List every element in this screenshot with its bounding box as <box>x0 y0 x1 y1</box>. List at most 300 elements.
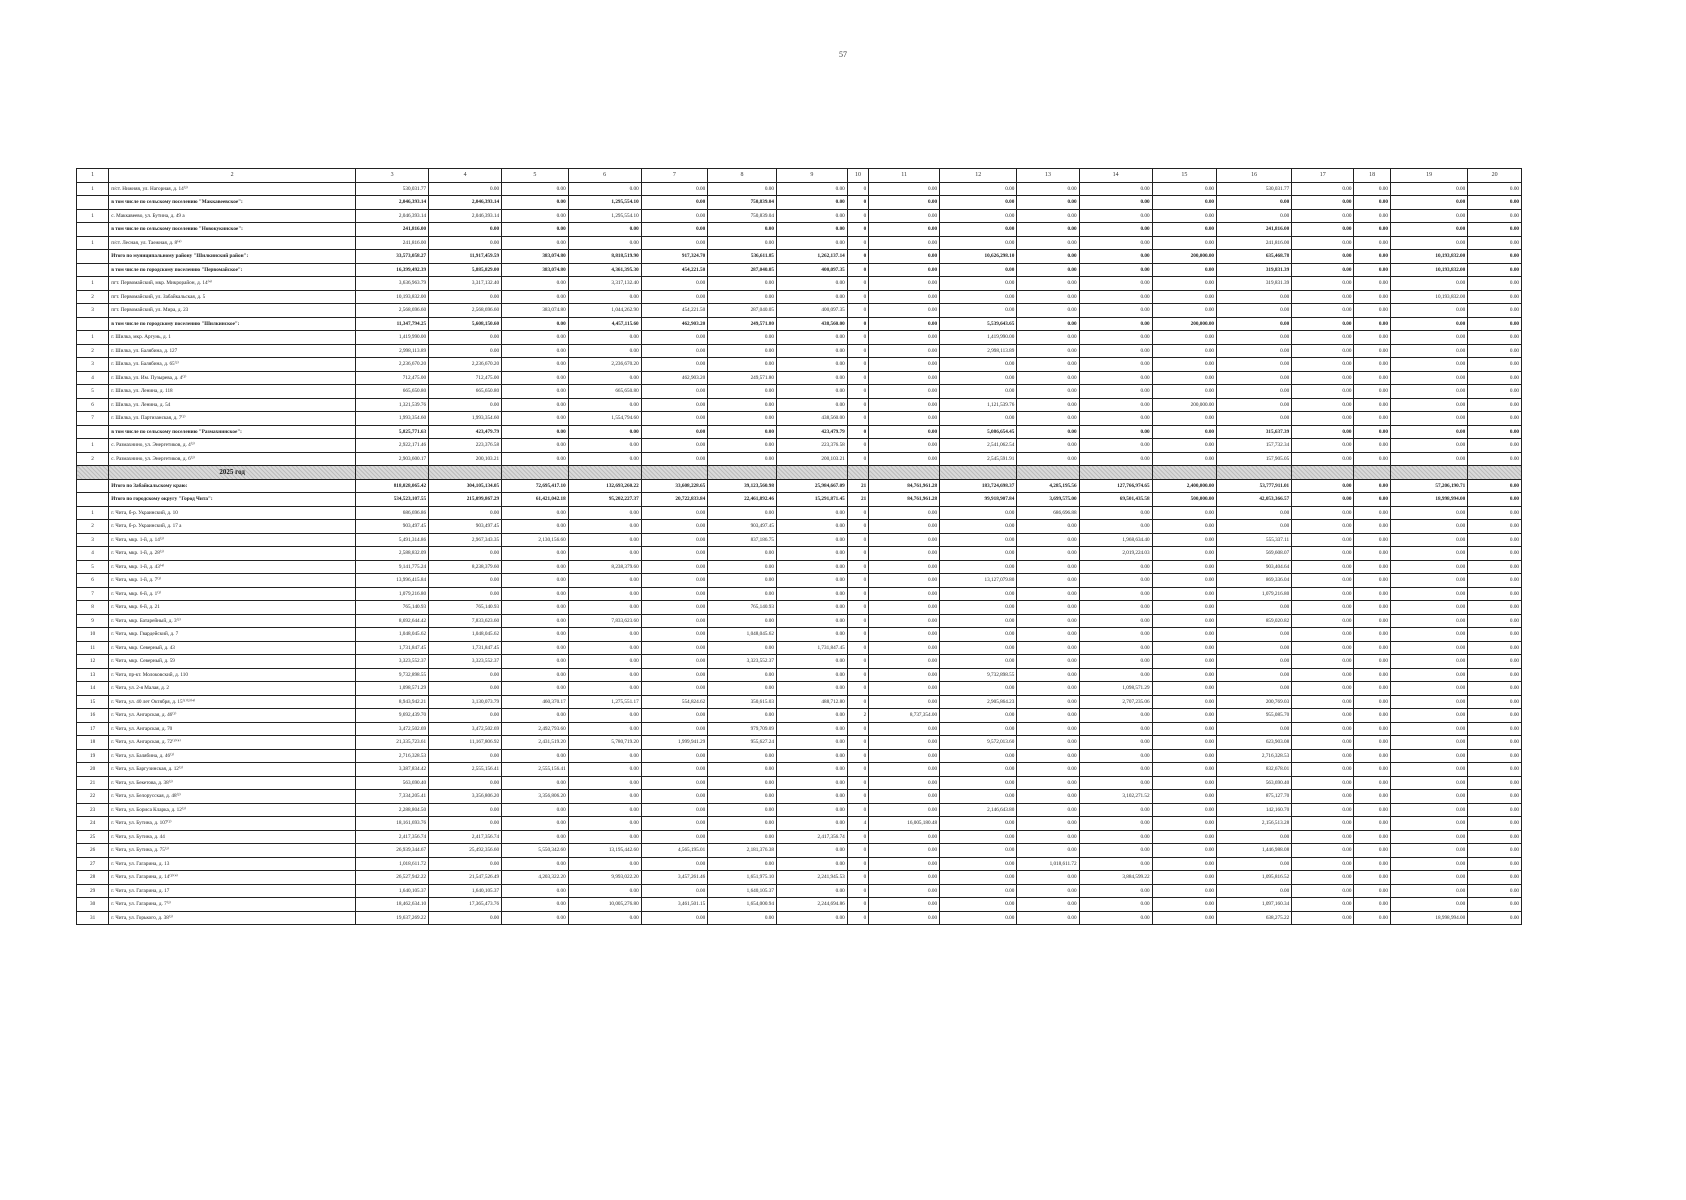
amount-cell: 0.00 <box>776 344 847 358</box>
column-number-19: 19 <box>1390 169 1467 183</box>
amount-cell: 0.00 <box>708 182 777 196</box>
amount-cell: 315,637.39 <box>1217 425 1292 439</box>
amount-cell: 0.00 <box>502 614 569 628</box>
amount-cell: 0.00 <box>708 344 777 358</box>
amount-cell: 2,046,393.14 <box>429 196 502 210</box>
amount-cell: 0.00 <box>1354 668 1391 682</box>
amount-cell: 0.00 <box>869 628 940 642</box>
table-row <box>77 182 1522 196</box>
amount-cell: 200,103.21 <box>429 452 502 466</box>
amount-cell: 0.00 <box>1354 695 1391 709</box>
amount-cell: 0.00 <box>1017 817 1079 831</box>
amount-cell: 0.00 <box>708 547 777 561</box>
amount-cell: 0.00 <box>1390 587 1467 601</box>
address-cell: г. Чита, мкр. 1-й, д. 7⁽²⁾ <box>109 574 356 588</box>
column-number-9: 9 <box>776 169 847 183</box>
amount-cell: 0.00 <box>1217 628 1292 642</box>
amount-cell: 0.00 <box>1292 263 1354 277</box>
amount-cell: 0.00 <box>1390 358 1467 372</box>
amount-cell: 0.00 <box>502 182 569 196</box>
amount-cell: 0.00 <box>1217 304 1292 318</box>
column-number-4: 4 <box>429 169 502 183</box>
amount-cell: 3,323,552.37 <box>429 655 502 669</box>
row-number-cell: 1 <box>77 506 109 520</box>
amount-cell: 750,839.04 <box>708 196 777 210</box>
row-number-cell: 30 <box>77 898 109 912</box>
address-cell: с. Маккавеево, ул. Бутина, д. 49 а <box>109 209 356 223</box>
address-cell: г. Чита, мкр. Гвардейский, д. 7 <box>109 628 356 642</box>
amount-cell: 223,376.58 <box>429 439 502 453</box>
amount-cell: 0.00 <box>1017 668 1079 682</box>
amount-cell: 0.00 <box>1292 250 1354 264</box>
amount-cell: 0.00 <box>502 641 569 655</box>
amount-cell: 0.00 <box>1152 182 1216 196</box>
amount-cell: 0.00 <box>1390 790 1467 804</box>
amount-cell: 0 <box>847 371 868 385</box>
address-cell: г. Чита, мкр. 1-й, д. 14⁽²⁾ <box>109 533 356 547</box>
amount-cell: 0.00 <box>1468 749 1522 763</box>
amount-cell: 0.00 <box>940 682 1017 696</box>
amount-cell: 0.00 <box>869 439 940 453</box>
address-cell: г. Чита, мкр. Северный, д. 59 <box>109 655 356 669</box>
amount-cell: 69,501,435.58 <box>1079 493 1152 507</box>
amount-cell: 0.00 <box>568 398 641 412</box>
amount-cell: 0.00 <box>1017 587 1079 601</box>
amount-cell: 0.00 <box>940 223 1017 237</box>
amount-cell: 0.00 <box>1079 736 1152 750</box>
amount-cell: 0.00 <box>502 371 569 385</box>
table-row <box>77 331 1522 345</box>
amount-cell: 0.00 <box>1017 263 1079 277</box>
amount-cell: 0.00 <box>776 236 847 250</box>
amount-cell: 0.00 <box>429 803 502 817</box>
amount-cell: 0.00 <box>1017 695 1079 709</box>
row-number-cell: 31 <box>77 911 109 925</box>
amount-cell: 3,323,552.37 <box>708 655 777 669</box>
address-cell: г. Чита, ул. 2-я Малая, д. 2 <box>109 682 356 696</box>
amount-cell: 569,608.07 <box>1217 547 1292 561</box>
row-number-cell: 7 <box>77 412 109 426</box>
amount-cell: 0 <box>847 533 868 547</box>
amount-cell: 869,336.04 <box>1217 574 1292 588</box>
amount-cell: 0.00 <box>869 277 940 291</box>
amount-cell: 0.00 <box>1292 560 1354 574</box>
address-cell: в том числе по сельскому поселению "Размахнинское": <box>109 425 356 439</box>
amount-cell: 0.00 <box>429 749 502 763</box>
address-cell: в том числе по сельскому поселению "Маккавеевское": <box>109 196 356 210</box>
amount-cell: 0.00 <box>708 506 777 520</box>
amount-cell: 200,769.03 <box>1217 695 1292 709</box>
amount-cell: 0.00 <box>1354 533 1391 547</box>
amount-cell: 0 <box>847 682 868 696</box>
amount-cell: 0.00 <box>1152 263 1216 277</box>
amount-cell: 623,903.08 <box>1217 736 1292 750</box>
amount-cell: 2,541,062.54 <box>940 439 1017 453</box>
amount-cell: 0.00 <box>502 196 569 210</box>
amount-cell: 8,692,644.42 <box>356 614 429 628</box>
amount-cell: 0.00 <box>1017 533 1079 547</box>
amount-cell: 2,903,600.17 <box>356 452 429 466</box>
amount-cell: 0.00 <box>869 506 940 520</box>
amount-cell: 0.00 <box>940 371 1017 385</box>
amount-cell: 0.00 <box>708 398 777 412</box>
amount-cell: 0 <box>847 209 868 223</box>
amount-cell: 0.00 <box>940 277 1017 291</box>
amount-cell: 0.00 <box>502 560 569 574</box>
address-cell: г. Чита, ул. Гагарина, д. 7⁽²⁾ <box>109 898 356 912</box>
amount-cell: 0.00 <box>429 587 502 601</box>
table-row <box>77 614 1522 628</box>
amount-cell: 0.00 <box>1217 520 1292 534</box>
amount-cell: 0.00 <box>1354 209 1391 223</box>
amount-cell: 0.00 <box>1468 182 1522 196</box>
amount-cell: 0.00 <box>776 884 847 898</box>
amount-cell: 0.00 <box>1354 614 1391 628</box>
amount-cell: 0.00 <box>1468 277 1522 291</box>
row-number-cell: 7 <box>77 587 109 601</box>
amount-cell: 0.00 <box>1292 763 1354 777</box>
amount-cell: 0.00 <box>641 236 708 250</box>
amount-cell: 0.00 <box>1390 439 1467 453</box>
amount-cell: 1,095,816.52 <box>1217 871 1292 885</box>
amount-cell: 0.00 <box>502 209 569 223</box>
subtotal-row <box>77 317 1522 331</box>
amount-cell: 0.00 <box>940 236 1017 250</box>
amount-cell: 2,555,156.41 <box>429 763 502 777</box>
amount-cell: 0.00 <box>1292 385 1354 399</box>
row-number-cell <box>77 263 109 277</box>
amount-cell: 0.00 <box>502 911 569 925</box>
amount-cell: 859,020.82 <box>1217 614 1292 628</box>
amount-cell: 0.00 <box>1390 560 1467 574</box>
address-cell: г. Чита, ул. Ангарская, д. 70 <box>109 722 356 736</box>
address-cell: п/ст. Нижняя, ул. Нагорная, д. 14⁽²⁾ <box>109 182 356 196</box>
row-number-cell: 15 <box>77 695 109 709</box>
amount-cell: 0.00 <box>568 223 641 237</box>
amount-cell: 0.00 <box>940 385 1017 399</box>
table-row <box>77 601 1522 615</box>
amount-cell: 0.00 <box>502 344 569 358</box>
amount-cell: 0.00 <box>1292 520 1354 534</box>
table-row <box>77 668 1522 682</box>
amount-cell: 0.00 <box>1152 277 1216 291</box>
amount-cell: 712,475.00 <box>356 371 429 385</box>
amount-cell: 0.00 <box>708 587 777 601</box>
amount-cell: 0.00 <box>869 398 940 412</box>
amount-cell: 0.00 <box>1017 425 1079 439</box>
amount-cell: 0.00 <box>869 182 940 196</box>
amount-cell: 0.00 <box>940 722 1017 736</box>
amount-cell: 0.00 <box>776 290 847 304</box>
amount-cell: 0.00 <box>1390 709 1467 723</box>
amount-cell: 0 <box>847 911 868 925</box>
amount-cell: 536,611.85 <box>708 250 777 264</box>
amount-cell: 0.00 <box>1390 695 1467 709</box>
amount-cell: 0 <box>847 263 868 277</box>
amount-cell: 0.00 <box>1079 803 1152 817</box>
amount-cell: 0.00 <box>708 817 777 831</box>
amount-cell: 0.00 <box>1292 479 1354 493</box>
amount-cell: 665,650.80 <box>429 385 502 399</box>
amount-cell <box>1079 466 1152 480</box>
amount-cell: 0.00 <box>708 803 777 817</box>
amount-cell: 0.00 <box>1390 452 1467 466</box>
table-row <box>77 709 1522 723</box>
amount-cell: 0.00 <box>940 520 1017 534</box>
column-number-8: 8 <box>708 169 777 183</box>
amount-cell: 0.00 <box>1292 682 1354 696</box>
amount-cell: 0.00 <box>1468 479 1522 493</box>
amount-cell: 0.00 <box>1468 628 1522 642</box>
amount-cell: 2,046,393.14 <box>356 196 429 210</box>
amount-cell: 0.00 <box>776 709 847 723</box>
amount-cell: 1,018,611.72 <box>356 857 429 871</box>
amount-cell: 13,127,079.80 <box>940 574 1017 588</box>
amount-cell: 0.00 <box>940 817 1017 831</box>
amount-cell: 0.00 <box>940 601 1017 615</box>
amount-cell: 2,417,356.74 <box>356 830 429 844</box>
table-row <box>77 506 1522 520</box>
amount-cell: 0.00 <box>1292 898 1354 912</box>
amount-cell: 0.00 <box>641 884 708 898</box>
amount-cell: 0.00 <box>1354 547 1391 561</box>
amount-cell: 0.00 <box>641 223 708 237</box>
amount-cell: 0.00 <box>1468 763 1522 777</box>
amount-cell: 0.00 <box>1079 196 1152 210</box>
amount-cell: 1,018,611.72 <box>1017 857 1079 871</box>
address-cell: г. Шилка, ул. Балябина, д. 127 <box>109 344 356 358</box>
amount-cell: 0.00 <box>568 709 641 723</box>
amount-cell: 0.00 <box>1017 439 1079 453</box>
amount-cell: 0.00 <box>1390 317 1467 331</box>
amount-cell: 10,193,832.00 <box>1390 263 1467 277</box>
amount-cell: 0.00 <box>429 682 502 696</box>
amount-cell: 20,722,833.84 <box>641 493 708 507</box>
amount-cell: 0.00 <box>708 830 777 844</box>
amount-cell: 7,334,205.41 <box>356 790 429 804</box>
amount-cell: 0.00 <box>568 452 641 466</box>
amount-cell: 0.00 <box>1354 506 1391 520</box>
amount-cell: 0.00 <box>1354 317 1391 331</box>
amount-cell: 0.00 <box>1292 533 1354 547</box>
amount-cell: 0.00 <box>641 560 708 574</box>
amount-cell: 0.00 <box>568 628 641 642</box>
amount-cell: 0.00 <box>940 263 1017 277</box>
row-number-cell <box>77 493 109 507</box>
amount-cell: 0 <box>847 776 868 790</box>
amount-cell: 0.00 <box>776 587 847 601</box>
amount-cell: 0.00 <box>429 223 502 237</box>
amount-cell: 0 <box>847 412 868 426</box>
amount-cell: 26,527,942.22 <box>356 871 429 885</box>
amount-cell: 563,690.40 <box>356 776 429 790</box>
table-row <box>77 452 1522 466</box>
amount-cell: 917,324.70 <box>641 250 708 264</box>
amount-cell: 0.00 <box>568 749 641 763</box>
amount-cell: 0 <box>847 317 868 331</box>
amount-cell: 0.00 <box>869 236 940 250</box>
amount-cell: 0.00 <box>1217 830 1292 844</box>
amount-cell: 0.00 <box>1079 601 1152 615</box>
amount-cell: 3,699,575.00 <box>1017 493 1079 507</box>
amount-cell: 0.00 <box>502 709 569 723</box>
amount-cell: 0 <box>847 601 868 615</box>
amount-cell: 4,361,395.30 <box>568 263 641 277</box>
amount-cell: 2,046,393.14 <box>356 209 429 223</box>
amount-cell: 0.00 <box>1017 304 1079 318</box>
page-number: 57 <box>839 50 847 59</box>
amount-cell: 0.00 <box>641 547 708 561</box>
amount-cell: 0.00 <box>1354 736 1391 750</box>
amount-cell: 0.00 <box>502 628 569 642</box>
amount-cell: 2,288,804.50 <box>356 803 429 817</box>
amount-cell: 0.00 <box>1152 520 1216 534</box>
table-row <box>77 358 1522 372</box>
amount-cell: 2,492,793.60 <box>502 722 569 736</box>
amount-cell: 955,627.24 <box>708 736 777 750</box>
amount-cell: 0.00 <box>1468 722 1522 736</box>
amount-cell: 765,140.93 <box>429 601 502 615</box>
amount-cell: 0.00 <box>1354 884 1391 898</box>
amount-cell: 0.00 <box>940 412 1017 426</box>
amount-cell: 0 <box>847 884 868 898</box>
amount-cell: 0 <box>847 857 868 871</box>
table-row <box>77 574 1522 588</box>
table-row <box>77 803 1522 817</box>
amount-cell: 8,818,519.90 <box>568 250 641 264</box>
amount-cell: 0.00 <box>1292 641 1354 655</box>
amount-cell: 0.00 <box>1017 641 1079 655</box>
amount-cell <box>847 466 868 480</box>
amount-cell: 0.00 <box>1390 844 1467 858</box>
table-row <box>77 533 1522 547</box>
amount-cell: 0.00 <box>1017 209 1079 223</box>
amount-cell: 0.00 <box>1390 817 1467 831</box>
amount-cell: 0.00 <box>502 520 569 534</box>
amount-cell: 400,097.35 <box>776 304 847 318</box>
amount-cell: 5,539,643.65 <box>940 317 1017 331</box>
amount-cell: 0.00 <box>1017 560 1079 574</box>
amount-cell: 0.00 <box>1390 533 1467 547</box>
amount-cell: 39,123,560.98 <box>708 479 777 493</box>
amount-cell: 157,732.34 <box>1217 439 1292 453</box>
amount-cell: 0.00 <box>1152 601 1216 615</box>
amount-cell: 0.00 <box>502 439 569 453</box>
amount-cell: 95,202,227.37 <box>568 493 641 507</box>
amount-cell <box>1390 466 1467 480</box>
amount-cell: 0 <box>847 668 868 682</box>
amount-cell: 0.00 <box>708 425 777 439</box>
table-row <box>77 790 1522 804</box>
amount-cell: 3,317,132.40 <box>429 277 502 291</box>
amount-cell: 0.00 <box>502 857 569 871</box>
amount-cell: 0.00 <box>776 790 847 804</box>
amount-cell: 0.00 <box>641 520 708 534</box>
address-cell: г. Чита, мкр. 1-й, д. 43⁽⁴⁾ <box>109 560 356 574</box>
amount-cell: 0.00 <box>1017 628 1079 642</box>
amount-cell: 0 <box>847 790 868 804</box>
amount-cell: 0.00 <box>1468 344 1522 358</box>
amount-cell: 0.00 <box>940 844 1017 858</box>
amount-cell: 0.00 <box>1354 844 1391 858</box>
amount-cell: 0.00 <box>1079 412 1152 426</box>
amount-cell: 0.00 <box>429 911 502 925</box>
amount-cell: 0.00 <box>641 763 708 777</box>
amount-cell: 0.00 <box>429 857 502 871</box>
amount-cell: 903,497.45 <box>708 520 777 534</box>
amount-cell: 0.00 <box>1079 614 1152 628</box>
amount-cell: 0.00 <box>869 898 940 912</box>
amount-cell: 16,399,492.39 <box>356 263 429 277</box>
amount-cell: 0.00 <box>869 776 940 790</box>
amount-cell: 0.00 <box>1354 857 1391 871</box>
table-row <box>77 736 1522 750</box>
amount-cell: 0.00 <box>641 668 708 682</box>
amount-cell: 0.00 <box>1152 385 1216 399</box>
amount-cell: 0.00 <box>1217 857 1292 871</box>
amount-cell: 0.00 <box>1079 344 1152 358</box>
address-cell: г. Чита, мкр. Северный, д. 43 <box>109 641 356 655</box>
amount-cell: 0.00 <box>1292 749 1354 763</box>
column-number-3: 3 <box>356 169 429 183</box>
amount-cell: 0.00 <box>940 830 1017 844</box>
row-number-cell <box>77 466 109 480</box>
amount-cell: 875,127.70 <box>1217 790 1292 804</box>
amount-cell: 423,479.79 <box>776 425 847 439</box>
amount-cell: 0.00 <box>1217 412 1292 426</box>
amount-cell: 0.00 <box>1017 317 1079 331</box>
amount-cell: 2,568,696.60 <box>356 304 429 318</box>
amount-cell: 0.00 <box>1468 601 1522 615</box>
amount-cell: 665,650.80 <box>356 385 429 399</box>
amount-cell: 0.00 <box>1017 803 1079 817</box>
amount-cell: 2,236,670.20 <box>568 358 641 372</box>
amount-cell: 0.00 <box>1017 236 1079 250</box>
amount-cell: 0.00 <box>869 317 940 331</box>
amount-cell: 249,571.80 <box>708 371 777 385</box>
amount-cell: 0 <box>847 547 868 561</box>
address-cell: г. Шилка, ул. Партизанская, д. 7⁽²⁾ <box>109 412 356 426</box>
amount-cell: 0.00 <box>940 790 1017 804</box>
amount-cell: 0.00 <box>1354 803 1391 817</box>
amount-cell: 0.00 <box>502 682 569 696</box>
amount-cell: 0.00 <box>776 547 847 561</box>
column-number-10: 10 <box>847 169 868 183</box>
amount-cell: 0.00 <box>1292 790 1354 804</box>
amount-cell: 0.00 <box>869 385 940 399</box>
amount-cell: 0.00 <box>1292 209 1354 223</box>
amount-cell: 11,347,794.25 <box>356 317 429 331</box>
amount-cell: 33,608,228.65 <box>641 479 708 493</box>
amount-cell: 0.00 <box>869 223 940 237</box>
table-row <box>77 371 1522 385</box>
amount-cell: 0.00 <box>502 290 569 304</box>
amount-cell: 0.00 <box>1017 884 1079 898</box>
amount-cell: 0.00 <box>776 803 847 817</box>
amount-cell: 530,031.77 <box>1217 182 1292 196</box>
table-row <box>77 547 1522 561</box>
amount-cell: 0.00 <box>1152 331 1216 345</box>
amount-cell: 0.00 <box>1354 709 1391 723</box>
address-cell: г. Чита, ул. Бутина, д. 44 <box>109 830 356 844</box>
address-cell: г. Чита, ул. Ангарская, д. 46⁽²⁾ <box>109 709 356 723</box>
amount-cell: 0.00 <box>776 763 847 777</box>
amount-cell: 4,285,195.56 <box>1017 479 1079 493</box>
amount-cell: 0.00 <box>869 304 940 318</box>
address-cell: с. Размахнино, ул. Энергетиков, д. 6⁽²⁾ <box>109 452 356 466</box>
amount-cell: 2,181,376.38 <box>708 844 777 858</box>
amount-cell: 72,695,417.10 <box>502 479 569 493</box>
